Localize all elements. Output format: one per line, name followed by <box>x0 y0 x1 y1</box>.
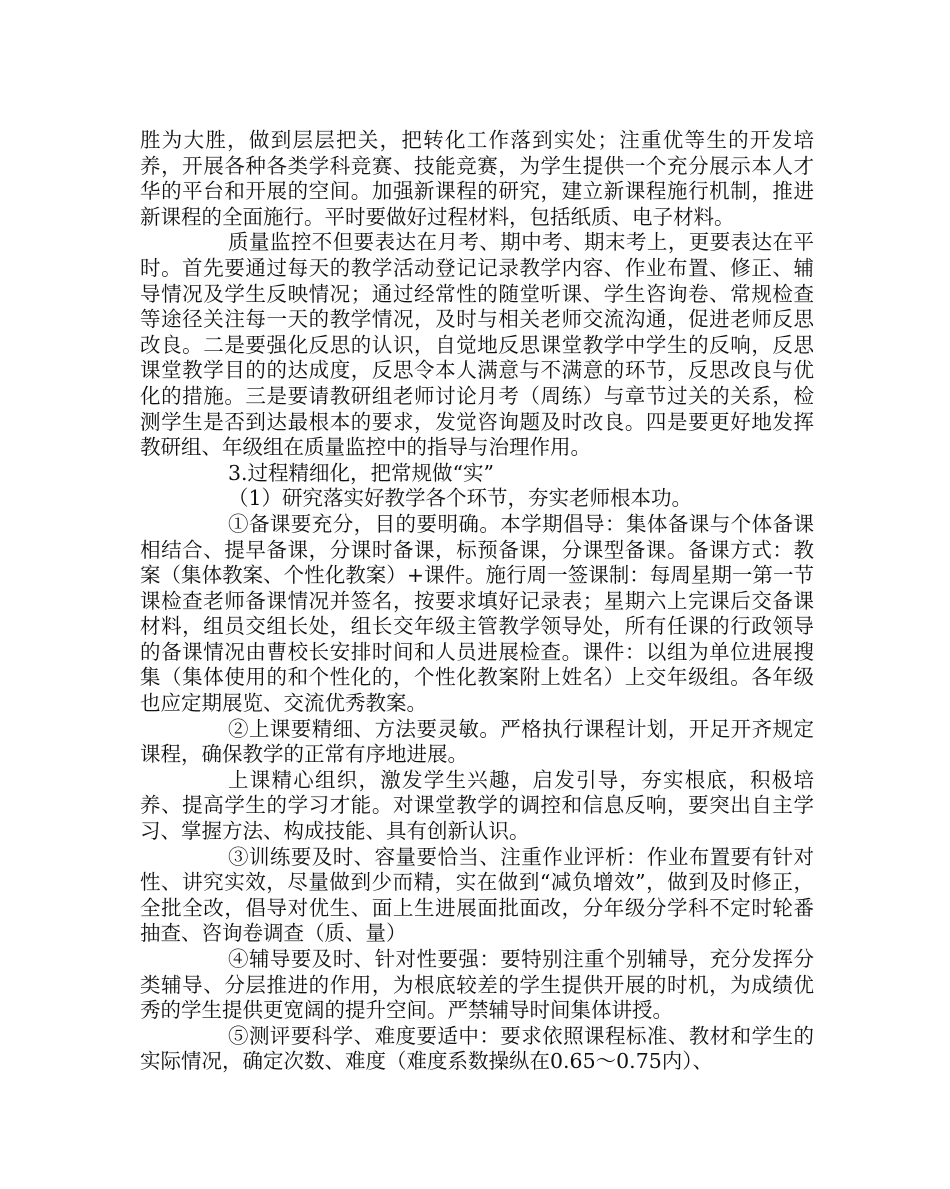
paragraph-9: ④辅导要及时、针对性要强：要特别注重个别辅导，充分发挥分类辅导、分层推进的作用，为根底较差的学生提供开展的时机，为成绩优秀的学生提供更宽阔的提升空间。严禁辅导时间集体讲授。 <box>140 947 814 1023</box>
document-page <box>140 128 814 1075</box>
paragraph-8: ③训练要及时、容量要恰当、注重作业评析：作业布置要有针对性、讲究实效，尽量做到少而精，实在做到“减负增效”，做到及时修正，全批全改，倡导对优生、面上生进展面批面改，分年级分学科不定时轮番抽查、咨询卷调查（质、量） <box>140 844 814 946</box>
paragraph-10: ⑤测评要科学、难度要适中：要求依照课程标准、教材和学生的实际情况，确定次数、难度（难度系数操纵在0.65～0.75内）、 <box>140 1023 814 1074</box>
paragraph-4: （1）研究落实好教学各个环节，夯实老师根本功。 <box>228 486 693 511</box>
paragraph-3: 3.过程精细化，把常规做“实” <box>228 460 495 485</box>
paragraph-6: ②上课要精细、方法要灵敏。严格执行课程计划，开足开齐规定课程，确保教学的正常有序地进展。 <box>140 716 814 767</box>
paragraph-5: ①备课要充分，目的要明确。本学期倡导：集体备课与个体备课相结合、提早备课，分课时备课，标预备课，分课型备课。备课方式：教案（集体教案、个性化教案）+课件。施行周一签课制：每周星期一第一节课检查老师备课情况并签名，按要求填好记录表；星期六上完课后交备课材料，组员交组长处，组长交年级主管教学领导处，所有任课的行政领导的备课情况由曹校长安排时间和人员进展检查。课件：以组为单位进展搜集（集体使用的和个性化的，个性化教案附上姓名）上交年级组。各年级也应定期展览、交流优秀教案。 <box>140 511 814 716</box>
paragraph-2: 质量监控不但要表达在月考、期中考、期末考上，更要表达在平时。首先要通过每天的教学活动登记记录教学内容、作业布置、修正、辅导情况及学生反映情况；通过经常性的随堂听课、学生咨询卷、常规检查等途径关注每一天的教学情况，及时与相关老师交流沟通，促进老师反思改良。二是要强化反思的认识，自觉地反思课堂教学中学生的反响，反思课堂教学目的的达成度，反思令本人满意与不满意的环节，反思改良与优化的措施。三是要请教研组老师讨论月考（周练）与章节过关的关系，检测学生是否到达最根本的要求，发觉咨询题及时改良。四是要更好地发挥教研组、年级组在质量监控中的指导与治理作用。 <box>140 230 814 460</box>
paragraph-7: 上课精心组织，激发学生兴趣，启发引导，夯实根底，积极培养、提高学生的学习才能。对课堂教学的调控和信息反响，要突出自主学习、掌握方法、构成技能、具有创新认识。 <box>140 767 814 844</box>
paragraph-1: 胜为大胜，做到层层把关，把转化工作落到实处；注重优等生的开发培养，开展各种各类学科竞赛、技能竞赛，为学生提供一个充分展示本人才华的平台和开展的空间。加强新课程的研究，建立新课程施行机制，推进新课程的全面施行。平时要做好过程材料，包括纸质、电子材料。 <box>140 128 814 229</box>
